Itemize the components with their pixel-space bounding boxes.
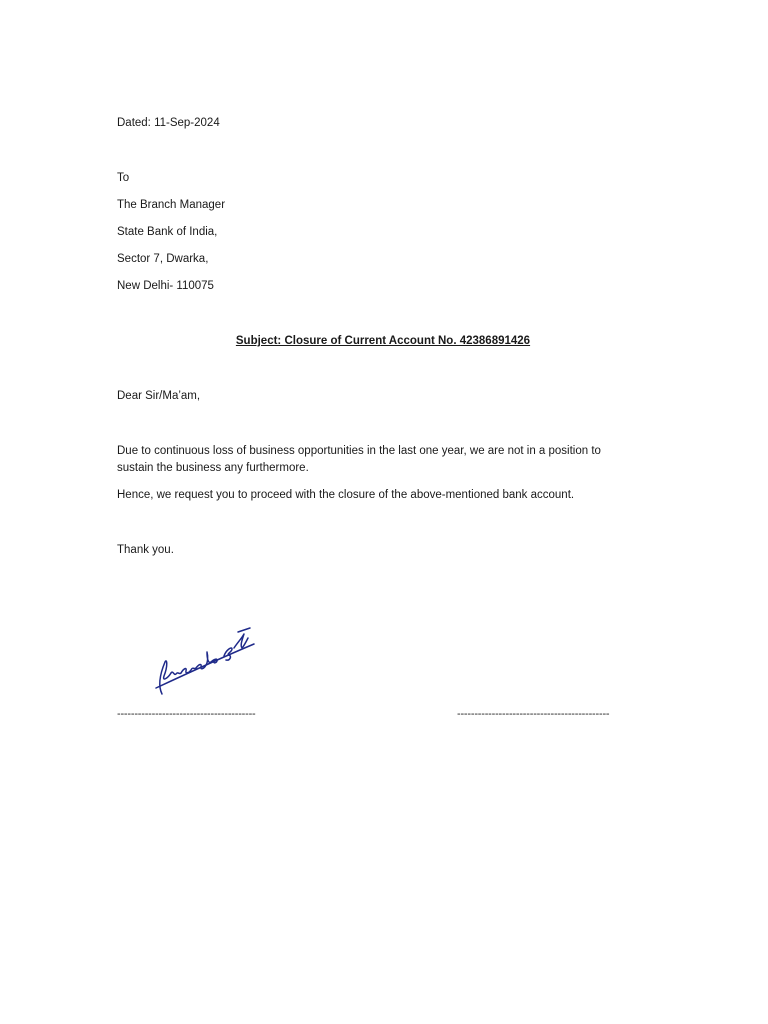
recipient-bank: State Bank of India, — [117, 226, 218, 238]
recipient-address-line1: Sector 7, Dwarka, — [117, 253, 209, 265]
recipient-title: The Branch Manager — [117, 199, 226, 211]
subject-line: Subject: Closure of Current Account No. 42386891426 — [235, 335, 531, 347]
body-paragraph-1: Due to continuous loss of business opportunities in the last one year, we are not in a position to sustain the business any furthermore. — [117, 445, 601, 474]
closing-line: Thank you. — [117, 544, 174, 556]
recipient-address-line2: New Delhi- 110075 — [117, 280, 214, 292]
signature-image — [146, 618, 258, 704]
date-line: Dated: 11-Sep-2024 — [117, 117, 220, 129]
signature-line-right: -------------------------------------------- — [457, 708, 610, 720]
salutation: Dear Sir/Ma’am, — [117, 390, 201, 402]
signature-line-left: ---------------------------------------- — [117, 708, 256, 720]
recipient-to: To — [117, 172, 130, 184]
body-paragraph-2: Hence, we request you to proceed with the closure of the above-mentioned bank account. — [117, 489, 575, 501]
